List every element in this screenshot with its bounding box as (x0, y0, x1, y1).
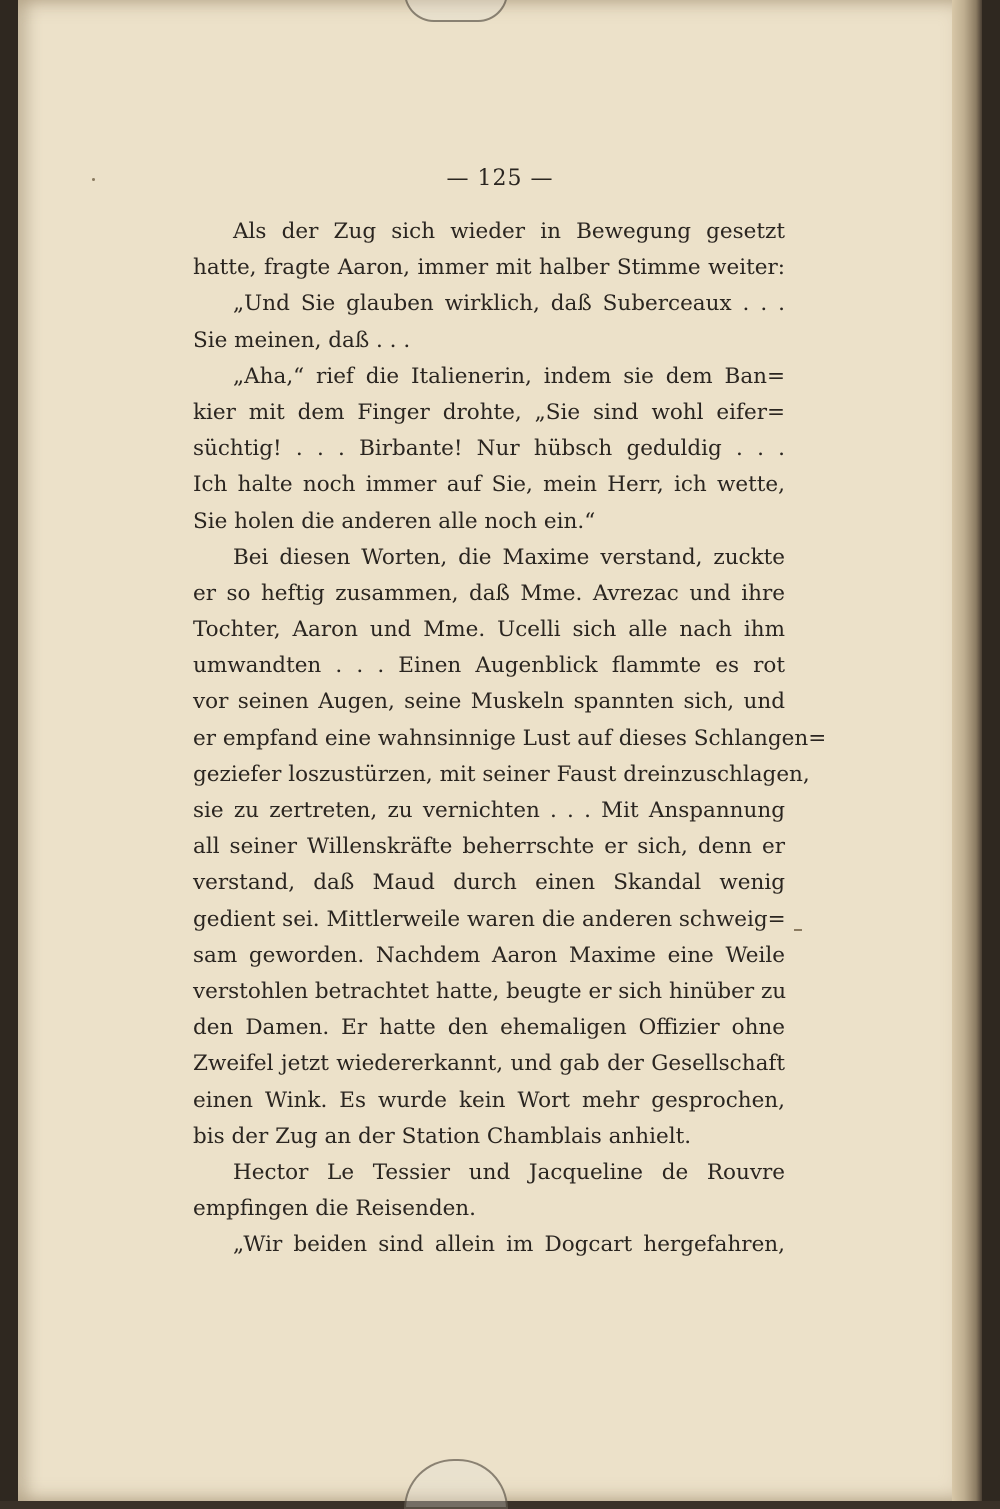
text-line: Zweifel jetzt wiedererkannt, und gab der Gesellschaft (193, 1051, 785, 1077)
text-line: sam geworden. Nachdem Aaron Maxime eine Weile (193, 942, 785, 968)
text-line: einen Wink. Es wurde kein Wort mehr gesprochen, (193, 1087, 785, 1113)
text-line: sie zu zertreten, zu vernichten . . . Mit Anspannung (193, 798, 785, 823)
body-text (193, 214, 827, 1263)
text-line: Hector Le Tessier und Jacqueline de Rouvre (233, 1159, 785, 1185)
text-line: umwandten . . . Einen Augenblick flammte es rot (193, 653, 785, 679)
text-line: Sie meinen, daß . . . (193, 327, 411, 353)
text-line: „Wir beiden sind allein im Dogcart hergefahren, (233, 1232, 785, 1258)
text-line: er so heftig zusammen, daß Mme. Avrezac und ihre (193, 580, 785, 606)
text-line: Als der Zug sich wieder in Bewegung gesetzt (233, 219, 785, 244)
text-line: Sie holen die anderen alle noch ein.“ (193, 508, 596, 534)
text-line: all seiner Willenskräfte beherrschte er sich, denn er (193, 834, 785, 860)
text-line: „Aha,“ rief die Italienerin, indem sie dem Ban= (233, 363, 785, 389)
text-line: Ich halte noch immer auf Sie, mein Herr, ich wette, (193, 472, 785, 498)
text-line: „Und Sie glauben wirklich, daß Suberceaux . . . (233, 291, 785, 317)
text-line: Tochter, Aaron und Mme. Ucelli sich alle nach ihm (193, 617, 785, 643)
paper-page (18, 0, 982, 1501)
page-edge (952, 0, 982, 1501)
text-line: er empfand eine wahnsinnige Lust auf dieses Schlangen= (193, 725, 827, 751)
paper-mark (794, 929, 802, 931)
text-line: hatte, fragte Aaron, immer mit halber Stimme weiter: (193, 255, 785, 281)
text-line: empfingen die Reisenden. (193, 1196, 476, 1222)
text-line: verstohlen betrachtet hatte, beugte er sich hinüber zu (193, 978, 787, 1004)
text-line: Bei diesen Worten, die Maxime verstand, zuckte (233, 544, 785, 570)
text-line: vor seinen Augen, seine Muskeln spannten sich, und (193, 689, 785, 715)
text-line: süchtig! . . . Birbante! Nur hübsch geduldig . . . (193, 436, 785, 462)
text-line: kier mit dem Finger drohte, „Sie sind wohl eifer= (193, 399, 785, 425)
page-number: — 125 — (446, 166, 554, 191)
text-line: den Damen. Er hatte den ehemaligen Offizier ohne (193, 1015, 785, 1041)
text-line: verstand, daß Maud durch einen Skandal wenig (193, 870, 785, 896)
text-line: gedient sei. Mittlerweile waren die anderen schweig= (193, 906, 786, 932)
text-line: bis der Zug an der Station Chamblais anhielt. (193, 1123, 692, 1149)
text-line: geziefer loszustürzen, mit seiner Faust dreinzuschlagen, (193, 761, 810, 787)
